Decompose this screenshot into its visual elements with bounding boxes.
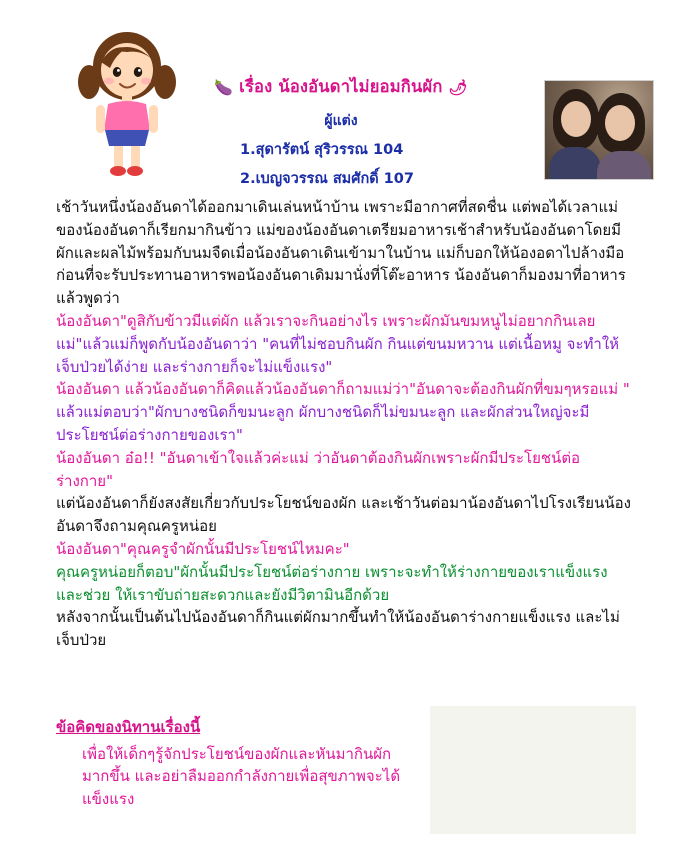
moral-body: เพื่อให้เด็กๆรู้จักประโยชน์ของผักและหันมากินผักมากขึ้น และอย่าลืมออกกำลังกายเพื่อสุขภาพจะได้แข็งแรง <box>82 744 401 808</box>
story-paragraph: หลังจากนั้นเป็นต้นไปน้องอันดาก็กินแต่ผักมากขึ้นทำให้น้องอันดาร่างกายแข็งแรง และไม่เจ็บป่วย <box>56 608 620 650</box>
author-line-2: 2.เบญจวรรณ สมศักดิ์ 107 <box>240 171 414 187</box>
story-paragraph: แม่"แล้วแม่ก็พูดกับน้องอันดาว่า "คนที่ไม่ชอบกินผัก กินแต่ขนมหวาน แต่เนื้อหมู จะทำให้เจ็บป่วยได้ง่าย และร่างกายก็จะไม่แข็งแรง" <box>56 334 620 376</box>
page-title <box>196 74 486 100</box>
document-header <box>0 0 682 186</box>
story-paragraph: คุณครูหน่อยก็ตอบ"ผักนั้นมีประโยชน์ต่อร่างกาย เพราะจะทำให้ร่างกายของเราแข็งแรง และช่วย ให้เราขับถ่ายสะดวกและยังมีวิตามินอีกด้วย <box>56 562 608 604</box>
story-body <box>56 196 636 652</box>
moral-section <box>56 716 416 810</box>
story-paragraph: น้องอันดา"ดูสิกับข้าวมีแต่ผัก แล้วเราจะกินอย่างไร เพราะผักมันขมหนูไม่อยากกินเลย <box>56 311 596 330</box>
story-paragraph: แล้วแม่ตอบว่า"ผักบางชนิดก็ขมนะลูก ผักบางชนิดก็ไม่ขมนะลูก และผักส่วนใหญ่จะมีประโยชน์ต่อร่างกายของเรา" <box>56 403 590 444</box>
moral-title: ข้อคิดของนิทานเรื่องนี้ <box>56 718 201 736</box>
chili-icon: 🌶 <box>448 78 468 97</box>
story-title-text: เรื่อง น้องอันดาไม่ยอมกินผัก <box>239 77 443 96</box>
title-block <box>196 74 486 190</box>
eggplant-icon: 🍆 <box>214 78 234 97</box>
authors-photo <box>544 80 654 180</box>
story-paragraph: น้องอันดา"คุณครูจำผักนั้นมีประโยชน์ไหมคะ" <box>56 539 350 558</box>
author-line-1: 1.สุดารัตน์ สุริวรรณ 104 <box>240 142 404 158</box>
story-paragraph: น้องอันดา อ๋อ!! "อันดาเข้าใจแล้วค่ะแม่ ว่าอันดาต้องกินผักเพราะผักมีประโยชน์ต่อร่างกาย" <box>56 448 581 490</box>
vegetables-photo <box>430 706 636 834</box>
girl-cartoon-icon <box>72 26 182 181</box>
story-paragraph: น้องอันดา แล้วน้องอันดาก็คิดแล้วน้องอันดาก็ถามแม่ว่า"อันดาจะต้องกินผักที่ขมๆหรอแม่ " <box>56 380 630 399</box>
story-paragraph: แต่น้องอันดาก็ยังสงสัยเกี่ยวกับประโยชน์ของผัก และเช้าวันต่อมาน้องอันดาไปโรงเรียนน้องอันดาจึงถามคุณครูหน่อย <box>56 494 631 536</box>
story-paragraph: เช้าวันหนึ่งน้องอันดาได้ออกมาเดินเล่นหน้าบ้าน เพราะมีอากาศที่สดชื่น แต่พอได้เวลาแม่ของน้องอันดาก็เรียกมากินข้าว แม่ของน้องอันดาเตรียมอาหารเช้าสำหรับน้องอันดาโดยมีผักและผลไม้พร้อมกับนมจืดเมื่อน้องอันดาเดินเข้ามาในบ้าน แม่ก็บอกให้น้องอดาไปล้างมือก่อนที่จะรับประทานอาหารพอน้องอันดาเดิมมานั่งที่โต๊ะอาหาร น้องอันดาก็มองมาที่อาหารแล้วพูดว่า <box>56 198 626 308</box>
author-label: ผู้แต่ง <box>324 113 358 129</box>
